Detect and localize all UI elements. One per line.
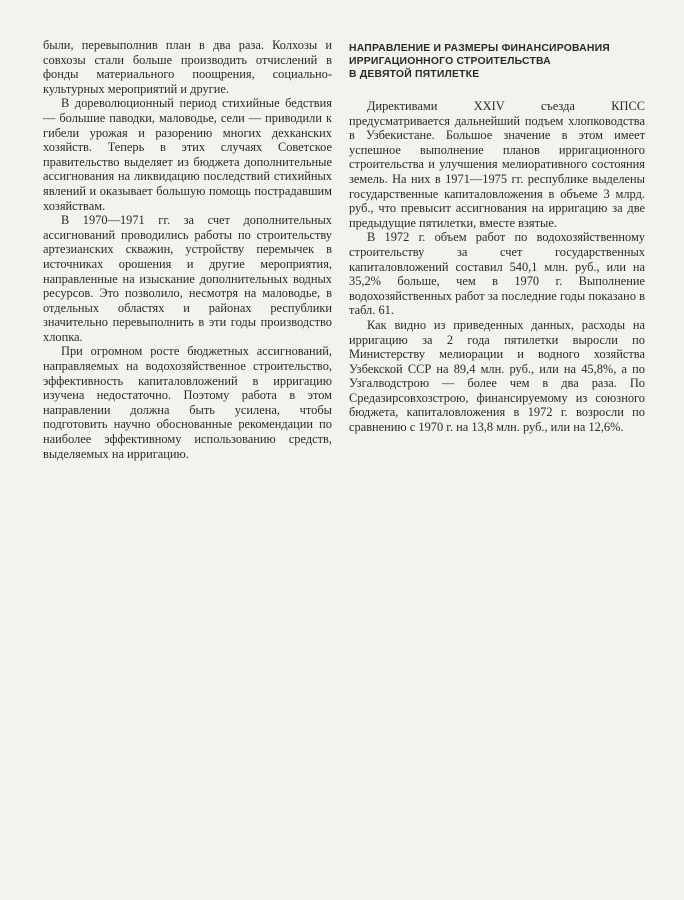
heading-line-3: В ДЕВЯТОЙ ПЯТИЛЕТКЕ	[349, 69, 480, 80]
left-column	[43, 38, 332, 461]
section-heading	[349, 42, 645, 81]
paragraph-1970-1971-works: В 1970—1971 гг. за счет дополнительных ассигнований проводились работы по строительству артезианских скважин, устройству перемычек в источниках орошения и другие мероприятия, направленные на изыскание дополнительных водных ресурсов. Это позволило, несмотря на маловодье, в отдельных областях и районах республики значительно перевыполнить в эти годы производство хлопка.	[43, 213, 332, 344]
heading-line-1: НАПРАВЛЕНИЕ И РАЗМЕРЫ ФИНАНСИРОВАНИЯ	[349, 43, 610, 54]
paragraph-continued: были, перевыполнив план в два раза. Колхозы и совхозы стали больше производить отчислений в фонды материального поощрения, социально-культурных мероприятий и другие.	[43, 38, 332, 96]
paragraph-directives: Директивами XXIV съезда КПСС предусматривается дальнейший подъем хлопководства в Узбекистане. Большое значение в этом имеет успешное выполнение планов ирригационного строительства и улучшения мелиоративного состояния земель. На них в 1971—1975 гг. республике выделены государственные капиталовложения в объеме 3 млрд. руб., что превысит ассигнования на ирригацию за две предыдущие пятилетки, вместе взятые.	[349, 99, 645, 230]
paragraph-efficiency: При огромном росте бюджетных ассигнований, направляемых на водохозяйственное строительство, эффективность капиталовложений в ирригацию изучена недостаточно. Поэтому работа в этом направлении должна быть усилена, чтобы подготовить научно обоснованные рекомендации по наиболее эффективному использованию средств, выделяемых на ирригацию.	[43, 344, 332, 461]
right-column	[349, 38, 645, 435]
paragraph-1972-volume: В 1972 г. объем работ по водохозяйственному строительству за счет государственных капиталовложений составил 540,1 млн. руб., или на 35,2% больше, чем в 1970 г. Выполнение водохозяйственных работ за последние годы показано в табл. 61.	[349, 230, 645, 318]
heading-line-2: ИРРИГАЦИОННОГО СТРОИТЕЛЬСТВА	[349, 56, 551, 67]
paragraph-natural-disasters: В дореволюционный период стихийные бедствия — большие паводки, маловодье, сели — приводили к гибели урожая и разорению многих дехканских хозяйств. Теперь в этих случаях Советское правительство выделяет из бюджета дополнительные ассигнования на ликвидацию последствий стихийных явлений и оказывает большую помощь пострадавшим хозяйствам.	[43, 96, 332, 213]
paragraph-expenditure-growth: Как видно из приведенных данных, расходы на ирригацию за 2 года пятилетки выросли по Министерству мелиорации и водного хозяйства Узбекской ССР на 89,4 млн. руб., или на 45,8%, а по Узгалводстрою — более чем в два раза. По Средазирсовхозстрою, финансируемому из союзного бюджета, капиталовложения в 1972 г. возросли по сравнению с 1970 г. на 13,8 млн. руб., или на 12,6%.	[349, 317, 645, 435]
